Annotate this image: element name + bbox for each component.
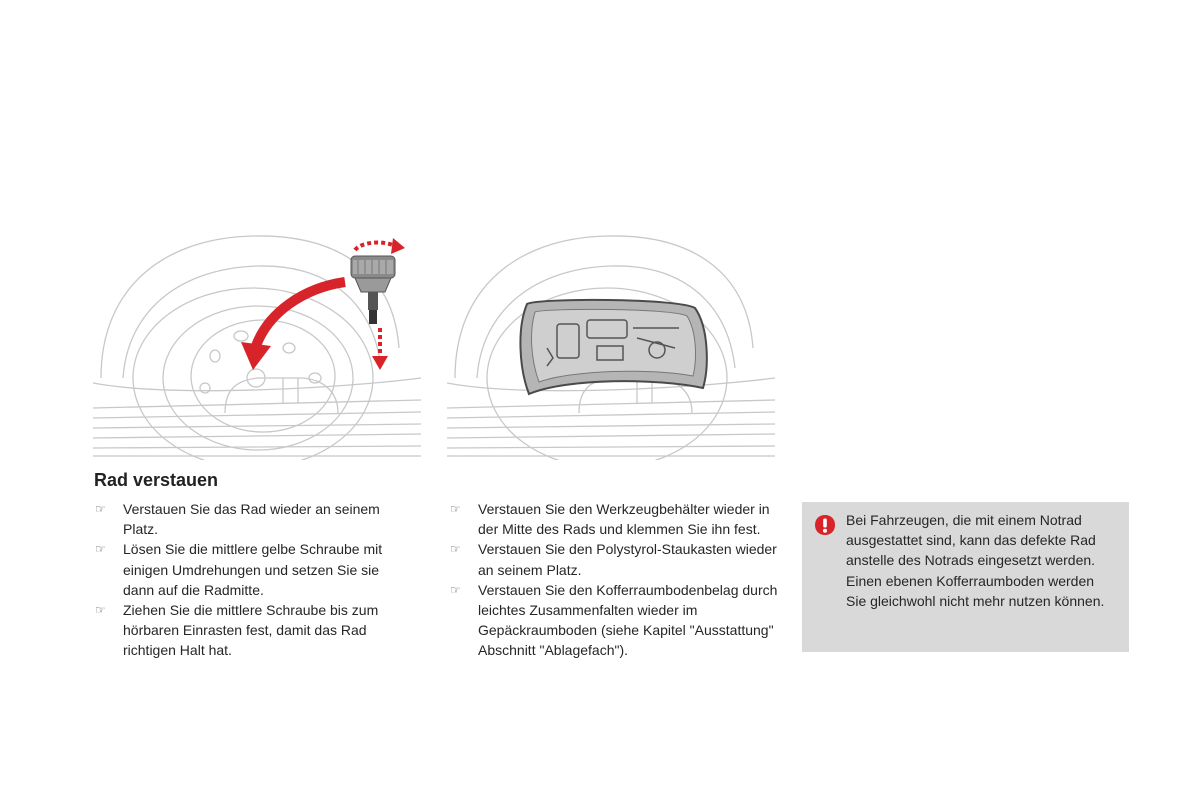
hand-pointer-icon: ☞	[450, 542, 461, 557]
list-item-text: Ziehen Sie die mittlere Schraube bis zum hörbaren Einrasten fest, damit das Rad richtigen Halt hat.	[123, 602, 379, 659]
instructions-column-right	[449, 499, 779, 661]
list-item	[94, 600, 414, 661]
list-item	[449, 580, 779, 661]
hand-pointer-icon: ☞	[95, 603, 106, 618]
list-item-text: Verstauen Sie den Polystyrol-Staukasten wieder an seinem Platz.	[478, 541, 777, 578]
note-text: Bei Fahrzeugen, die mit einem Notrad ausgestattet sind, kann das defekte Rad anstelle des Notrads eingesetzt werden. Einen ebenen Kofferraumboden werden Sie gleichwohl nicht mehr nutzen können.	[846, 512, 1105, 609]
hand-pointer-icon: ☞	[95, 502, 106, 516]
list-item-text: Verstauen Sie den Werkzeugbehälter wieder in der Mitte des Rads und klemmen Sie ihn fest.	[478, 501, 770, 538]
list-item-text: Verstauen Sie das Rad wieder an seinem Platz.	[123, 501, 380, 538]
list-item	[449, 539, 779, 579]
instructions-column-left	[94, 499, 414, 661]
warning-exclamation-icon	[814, 514, 836, 536]
hand-pointer-icon: ☞	[450, 582, 461, 597]
illustration-wheel-bolt	[93, 228, 421, 460]
list-item	[94, 499, 414, 539]
illustration-tool-container	[447, 228, 775, 460]
section-title: Rad verstauen	[94, 470, 219, 490]
hand-pointer-icon: ☞	[450, 502, 461, 516]
list-item-text: Lösen Sie die mittlere gelbe Schraube mit einigen Umdrehungen und setzen Sie sie dann auf die Radmitte.	[123, 541, 383, 598]
list-item	[94, 539, 414, 600]
list-item	[449, 499, 779, 539]
warning-note-box	[802, 502, 1129, 652]
list-item-text: Verstauen Sie den Kofferraumbodenbelag durch leichtes Zusammenfalten wieder im Gepäckraumboden (siehe Kapitel "Ausstattung" Abschnitt "Ablagefach").	[478, 581, 778, 659]
hand-pointer-icon: ☞	[95, 542, 106, 557]
